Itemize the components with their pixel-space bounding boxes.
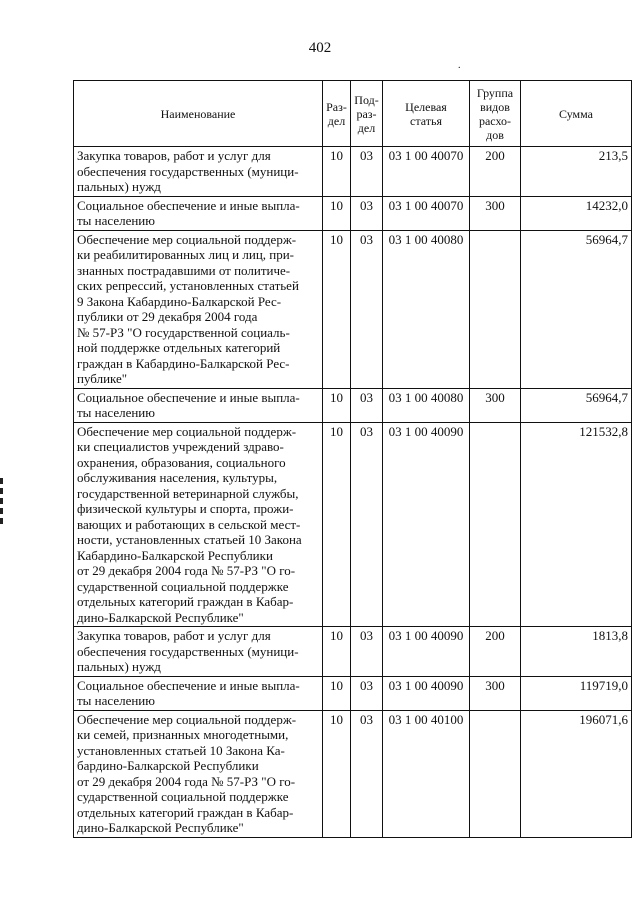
row-target-article-text: 03 1 00 40080 [388,389,464,405]
row-section [323,196,351,230]
header-label: Под- раз- дел [354,92,379,135]
row-name-text: Обеспечение мер социальной поддерж- ки реабилитированных лиц и лиц, при- знанных пострадавшими от политиче- ских репрессий, установленных статьей 9 Закона Кабардино-Балкарской Рес- публики от 29 декабря 2004 года № 57-РЗ "О государственной социаль- ной поддержке отдельных категорий граждан в Кабардино-Балкарской Рес- публике" [77,231,299,386]
row-amount-text: 119719,0 [579,677,628,693]
row-amount [521,676,632,710]
row-target-article [383,710,470,837]
header-label: Раз- дел [326,99,347,128]
table-row [74,147,632,197]
row-expense-group [470,422,521,627]
row-expense-group-text: 300 [485,197,505,213]
page-number: 402 [308,40,332,56]
header-name [74,81,323,147]
row-expense-group-text: 300 [485,677,505,693]
row-subsection [351,422,383,627]
row-expense-group [470,710,521,837]
table-row [74,196,632,230]
table-row [74,676,632,710]
row-expense-group [470,388,521,422]
row-expense-group-text: 300 [485,389,505,405]
row-target-article-text: 03 1 00 40070 [388,197,464,213]
row-name-text: Социальное обеспечение и иные выпла- ты населению [77,197,300,228]
row-section-text: 10 [330,677,343,693]
row-target-article [383,388,470,422]
row-expense-group [470,627,521,677]
row-name [74,627,323,677]
row-name [74,710,323,837]
row-subsection-text: 03 [360,197,373,213]
row-subsection [351,710,383,837]
header-label: Сумма [559,106,593,121]
table-row [74,422,632,627]
row-name-text: Социальное обеспечение и иные выпла- ты населению [77,677,300,708]
row-target-article [383,676,470,710]
row-section [323,676,351,710]
budget-table [73,80,632,838]
row-name-text: Закупка товаров, работ и услуг для обеспечения государственных (муници- пальных) нужд [77,148,299,194]
header-label: Группа видов расхо- дов [476,85,514,142]
row-target-article-text: 03 1 00 40100 [388,711,464,727]
row-target-article [383,196,470,230]
row-amount [521,230,632,388]
row-target-article [383,627,470,677]
row-amount-text: 56964,7 [585,389,628,405]
row-section [323,388,351,422]
row-expense-group-text: 200 [485,148,505,163]
row-target-article-text: 03 1 00 40090 [388,423,464,439]
row-section [323,147,351,197]
header-amount [521,81,632,147]
table-header-row [74,81,632,147]
row-subsection-text: 03 [360,628,373,643]
row-name-text: Социальное обеспечение и иные выпла- ты населению [77,389,300,420]
row-section-text: 10 [330,389,343,405]
row-amount [521,388,632,422]
row-expense-group [470,147,521,197]
row-expense-group [470,676,521,710]
row-section [323,230,351,388]
table-row [74,388,632,422]
row-name [74,147,323,197]
header-subsection [351,81,383,147]
header-section [323,81,351,147]
row-subsection-text: 03 [360,231,373,247]
row-target-article [383,147,470,197]
row-section [323,627,351,677]
row-name [74,196,323,230]
header-target-article [383,81,470,147]
row-name [74,388,323,422]
row-section [323,710,351,837]
row-subsection [351,627,383,677]
row-name [74,676,323,710]
table-row [74,710,632,837]
row-section [323,422,351,627]
row-name [74,230,323,388]
row-expense-group-text: 200 [485,628,505,643]
row-subsection-text: 03 [360,711,373,727]
header-expense-group [470,81,521,147]
row-subsection-text: 03 [360,677,373,693]
row-section-text: 10 [330,628,343,643]
row-section-text: 10 [330,423,343,439]
row-name [74,422,323,627]
header-label: Целевая статья [405,99,447,128]
row-amount [521,196,632,230]
row-subsection-text: 03 [360,148,373,163]
row-target-article-text: 03 1 00 40090 [388,677,464,693]
row-amount [521,422,632,627]
row-subsection [351,230,383,388]
row-subsection-text: 03 [360,423,373,439]
table-row [74,230,632,388]
row-amount [521,710,632,837]
table-row [74,627,632,677]
row-name-text: Обеспечение мер социальной поддерж- ки семей, признанных многодетными, установленных статьей 10 Закона Ка- бардино-Балкарской Республики от 29 декабря 2004 года № 57-РЗ "О го- сударственной социальной поддержке отдельных категорий граждан в Кабар- дино-Балкарской Республике" [77,711,297,835]
row-subsection [351,147,383,197]
row-section-text: 10 [330,711,343,727]
row-amount [521,147,632,197]
row-section-text: 10 [330,231,343,247]
row-section-text: 10 [330,148,343,163]
scan-mark: . [458,60,461,71]
header-label: Наименование [160,106,236,121]
row-amount-text: 196071,6 [579,711,628,727]
row-subsection [351,388,383,422]
row-amount-text: 121532,8 [579,423,628,439]
row-subsection [351,196,383,230]
row-target-article-text: 03 1 00 40080 [388,231,464,247]
scan-edge-marks [0,478,3,528]
row-amount-text: 213,5 [598,148,628,163]
row-target-article-text: 03 1 00 40070 [388,148,464,163]
row-subsection [351,676,383,710]
row-amount [521,627,632,677]
row-name-text: Закупка товаров, работ и услуг для обеспечения государственных (муници- пальных) нужд [77,628,299,674]
row-amount-text: 14232,0 [585,197,628,213]
row-target-article-text: 03 1 00 40090 [388,628,464,643]
row-target-article [383,230,470,388]
row-amount-text: 1813,8 [592,628,628,643]
row-name-text: Обеспечение мер социальной поддерж- ки специалистов учреждений здраво- охранения, образования, социального обслуживания населения, культуры, государственной ветеринарной службы, физической культуры и спорта, прожи- вающих и работающих в сельской мест- ности, установленных статьей 10 Закона Кабардино-Балкарской Республики от 29 декабря 2004 года № 57-РЗ "О го- сударственной социальной поддержке отдельных категорий граждан в Кабар- дино-Балкарской Республике" [77,423,302,625]
row-expense-group [470,196,521,230]
row-subsection-text: 03 [360,389,373,405]
row-section-text: 10 [330,197,343,213]
row-target-article [383,422,470,627]
row-expense-group [470,230,521,388]
row-amount-text: 56964,7 [585,231,628,247]
